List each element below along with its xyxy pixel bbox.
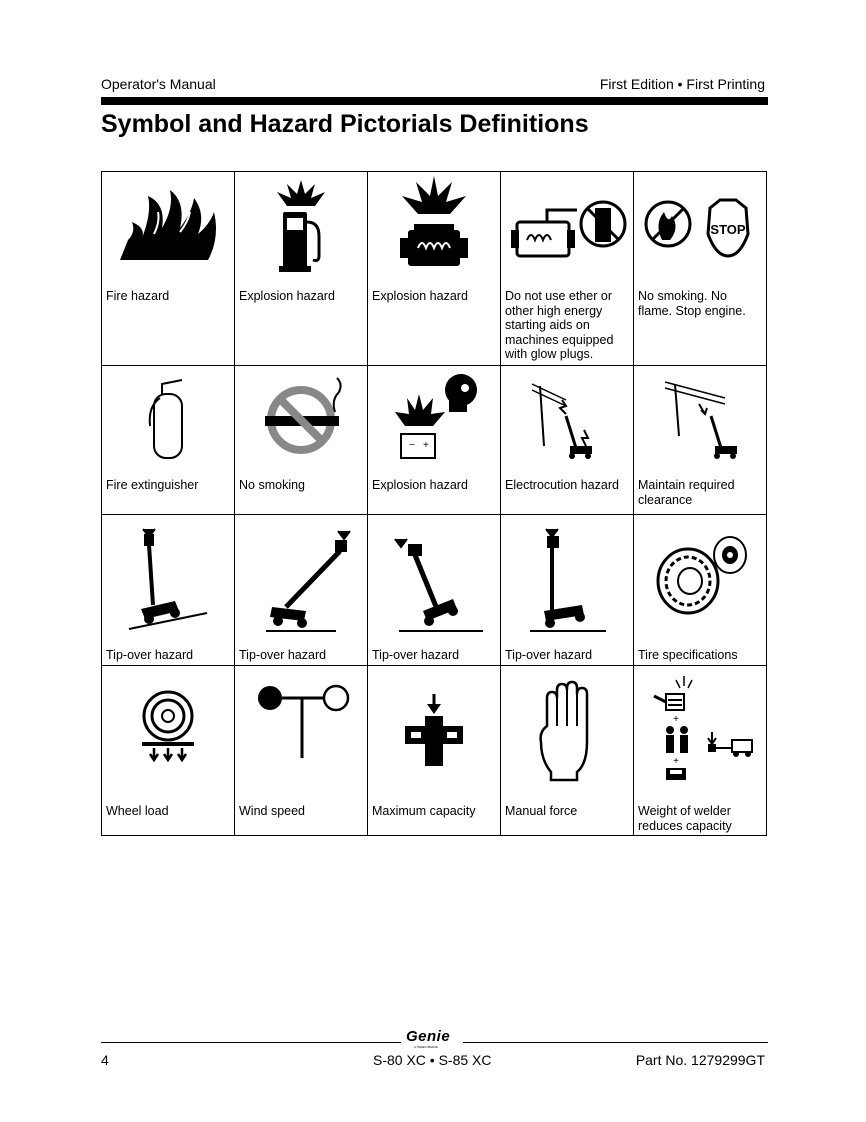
pictorial-label: Explosion hazard bbox=[372, 478, 468, 492]
tire-specifications-icon bbox=[634, 533, 766, 617]
model-numbers: S-80 XC • S-85 XC bbox=[373, 1052, 492, 1068]
pictorial-label: Explosion hazard bbox=[239, 289, 335, 303]
pictorial-label: Maximum capacity bbox=[372, 804, 476, 818]
pictorial-cell bbox=[501, 366, 634, 515]
pictorial-label: Wind speed bbox=[239, 804, 306, 818]
pictorial-cell bbox=[235, 666, 368, 836]
pictorial-cell bbox=[501, 515, 634, 666]
maintain-clearance-icon bbox=[634, 376, 766, 460]
welder-weight-icon bbox=[634, 674, 766, 790]
pictorial-cell bbox=[368, 172, 501, 366]
fire-hazard-icon bbox=[102, 182, 234, 262]
pictorial-cell bbox=[368, 666, 501, 836]
tip-over-flat-icon bbox=[501, 525, 633, 635]
no-ether-icon bbox=[501, 194, 633, 264]
pictorial-label: Maintain required clearance bbox=[638, 478, 735, 507]
part-number: Part No. 1279299GT bbox=[635, 1052, 765, 1068]
table-row bbox=[102, 172, 767, 366]
wind-speed-icon bbox=[235, 682, 367, 762]
explosion-engine-icon bbox=[368, 174, 500, 274]
pictorial-label: Do not use ether or other high energy starting aids on machines equipped with glow plugs. bbox=[505, 289, 614, 361]
pictorial-label: Electrocution hazard bbox=[505, 478, 619, 492]
svg-text:+: + bbox=[673, 714, 679, 725]
tip-over-extended-icon bbox=[235, 525, 367, 635]
pictorial-cell bbox=[102, 366, 235, 515]
pictorial-label: Tip-over hazard bbox=[372, 648, 460, 662]
pictorial-label: Weight of welder reduces capacity bbox=[638, 804, 732, 833]
edition-info: First Edition • First Printing bbox=[599, 76, 765, 92]
pictorial-cell bbox=[368, 366, 501, 515]
pictorial-cell bbox=[634, 172, 767, 366]
electrocution-hazard-icon bbox=[501, 376, 633, 460]
footer-rule-left bbox=[101, 1042, 401, 1043]
pictorial-label: Manual force bbox=[505, 804, 578, 818]
wheel-load-icon bbox=[102, 688, 234, 768]
explosion-battery-icon bbox=[368, 372, 500, 462]
pictorial-label: Tip-over hazard bbox=[106, 648, 194, 662]
no-smoking-icon bbox=[235, 376, 367, 456]
table-row bbox=[102, 666, 767, 836]
pictorial-cell bbox=[102, 666, 235, 836]
pictorial-cell bbox=[235, 172, 368, 366]
no-flame-stop-engine-icon bbox=[634, 194, 766, 264]
tip-over-tilted-icon bbox=[368, 525, 500, 635]
pictorial-cell bbox=[102, 172, 235, 366]
fire-extinguisher-icon bbox=[102, 376, 234, 460]
pictorial-label: Tire specifications bbox=[638, 648, 738, 662]
pictorial-cell bbox=[634, 666, 767, 836]
pictorial-label: No smoking bbox=[239, 478, 305, 492]
pictorials-table bbox=[101, 171, 767, 836]
pictorial-cell bbox=[102, 515, 235, 666]
manual-force-icon bbox=[501, 680, 633, 784]
pictorial-label: Tip-over hazard bbox=[505, 648, 593, 662]
maximum-capacity-icon bbox=[368, 692, 500, 772]
pictorial-label: Tip-over hazard bbox=[239, 648, 327, 662]
table-row bbox=[102, 515, 767, 666]
pictorial-label: Fire extinguisher bbox=[106, 478, 199, 492]
manual-name: Operator's Manual bbox=[101, 76, 216, 92]
pictorial-cell bbox=[235, 366, 368, 515]
pictorial-cell bbox=[235, 515, 368, 666]
page-number: 4 bbox=[101, 1052, 109, 1068]
stop-sign-text: STOP bbox=[710, 222, 746, 237]
genie-logo: Genie bbox=[406, 1028, 451, 1045]
tip-over-slope-icon bbox=[102, 525, 234, 635]
pictorial-cell bbox=[634, 366, 767, 515]
svg-text:+: + bbox=[673, 756, 679, 767]
pictorial-label: Fire hazard bbox=[106, 289, 170, 303]
pictorial-cell bbox=[634, 515, 767, 666]
page-title: Symbol and Hazard Pictorials Definitions bbox=[101, 110, 589, 138]
footer-rule-right bbox=[463, 1042, 768, 1043]
explosion-fuel-pump-icon bbox=[235, 178, 367, 274]
svg-text:−: − bbox=[409, 440, 415, 451]
pictorial-cell bbox=[368, 515, 501, 666]
genie-logo-tagline: A TEREX BRAND bbox=[414, 1045, 438, 1049]
pictorial-cell bbox=[501, 666, 634, 836]
pictorial-label: No smoking. No flame. Stop engine. bbox=[638, 289, 746, 318]
svg-text:+: + bbox=[423, 440, 429, 451]
table-row bbox=[102, 366, 767, 515]
pictorial-cell bbox=[501, 172, 634, 366]
header-rule bbox=[101, 97, 768, 105]
pictorial-label: Wheel load bbox=[106, 804, 169, 818]
pictorial-label: Explosion hazard bbox=[372, 289, 468, 303]
